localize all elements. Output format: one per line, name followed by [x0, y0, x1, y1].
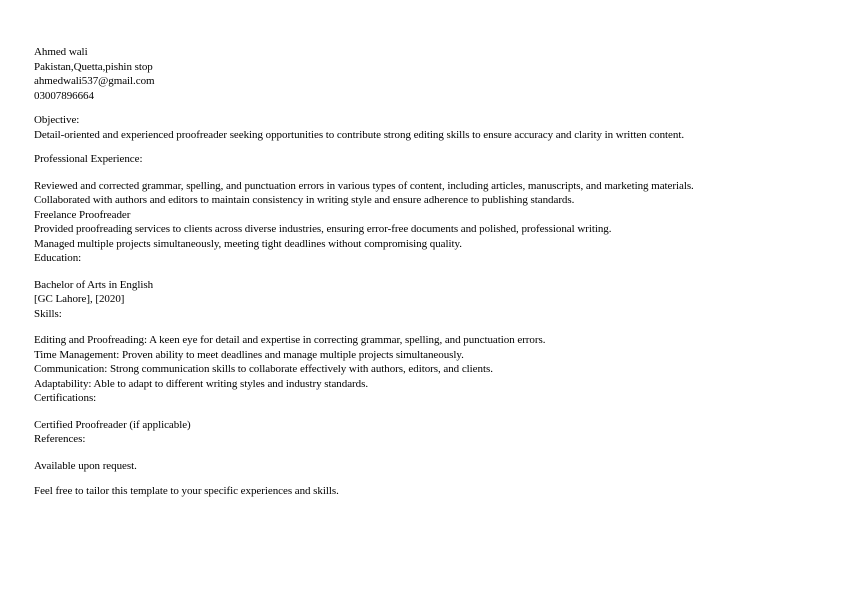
skills-line: Adaptability: Able to adapt to different writing styles and industry standards. [34, 377, 369, 390]
spacer [34, 266, 824, 278]
skills-heading: Skills: [34, 307, 62, 320]
education-institution: [GC Lahore], [2020] [34, 293, 125, 305]
objective-text: Detail-oriented and experienced proofreader seeking opportunities to contribute strong editing skills to ensure accuracy and clarity in written content. [34, 128, 685, 141]
contact-email: ahmedwali537@gmail.com [34, 75, 155, 87]
experience-line: Managed multiple projects simultaneously, meeting tight deadlines without compromising quality. [34, 237, 462, 250]
contact-name: Ahmed wali [34, 46, 88, 58]
education-degree: Bachelor of Arts in English [34, 278, 154, 291]
experience-line: Collaborated with authors and editors to maintain consistency in writing style and ensure adherence to publishing standards. [34, 194, 575, 206]
spacer [34, 406, 824, 418]
contact-address: Pakistan,Quetta,pishin stop [34, 60, 153, 73]
spacer [34, 167, 824, 179]
contact-phone: 03007896664 [34, 89, 94, 102]
references-text: Available upon request. [34, 459, 137, 472]
certifications-section [34, 391, 824, 432]
experience-heading: Professional Experience: [34, 153, 143, 165]
education-section [34, 251, 824, 307]
skills-line: Communication: Strong communication skills to collaborate effectively with authors, editors, and clients. [34, 363, 493, 375]
skills-line: Editing and Proofreading: A keen eye for detail and expertise in correcting grammar, spelling, and punctuation errors. [34, 334, 546, 346]
skills-line: Time Management: Proven ability to meet deadlines and manage multiple projects simultaneously. [34, 348, 464, 361]
spacer [34, 103, 824, 113]
footer-note: Feel free to tailor this template to your specific experiences and skills. [34, 485, 339, 497]
experience-line: Freelance Proofreader [34, 208, 131, 221]
certifications-heading: Certifications: [34, 392, 97, 404]
experience-line: Reviewed and corrected grammar, spelling, and punctuation errors in various types of content, including articles, manuscripts, and marketing materials. [34, 179, 694, 192]
objective-section [34, 113, 824, 142]
objective-heading: Objective: [34, 114, 80, 126]
references-heading: References: [34, 433, 86, 445]
experience-line: Provided proofreading services to clients across diverse industries, ensuring error-free documents and polished, professional writing. [34, 223, 612, 235]
experience-section [34, 152, 824, 251]
education-heading: Education: [34, 252, 82, 264]
resume-document [34, 45, 824, 499]
skills-section [34, 307, 824, 392]
spacer [34, 447, 824, 459]
spacer [34, 321, 824, 333]
spacer [34, 473, 824, 484]
references-section [34, 432, 824, 473]
spacer [34, 142, 824, 152]
contact-block [34, 45, 824, 103]
certifications-text: Certified Proofreader (if applicable) [34, 418, 191, 431]
